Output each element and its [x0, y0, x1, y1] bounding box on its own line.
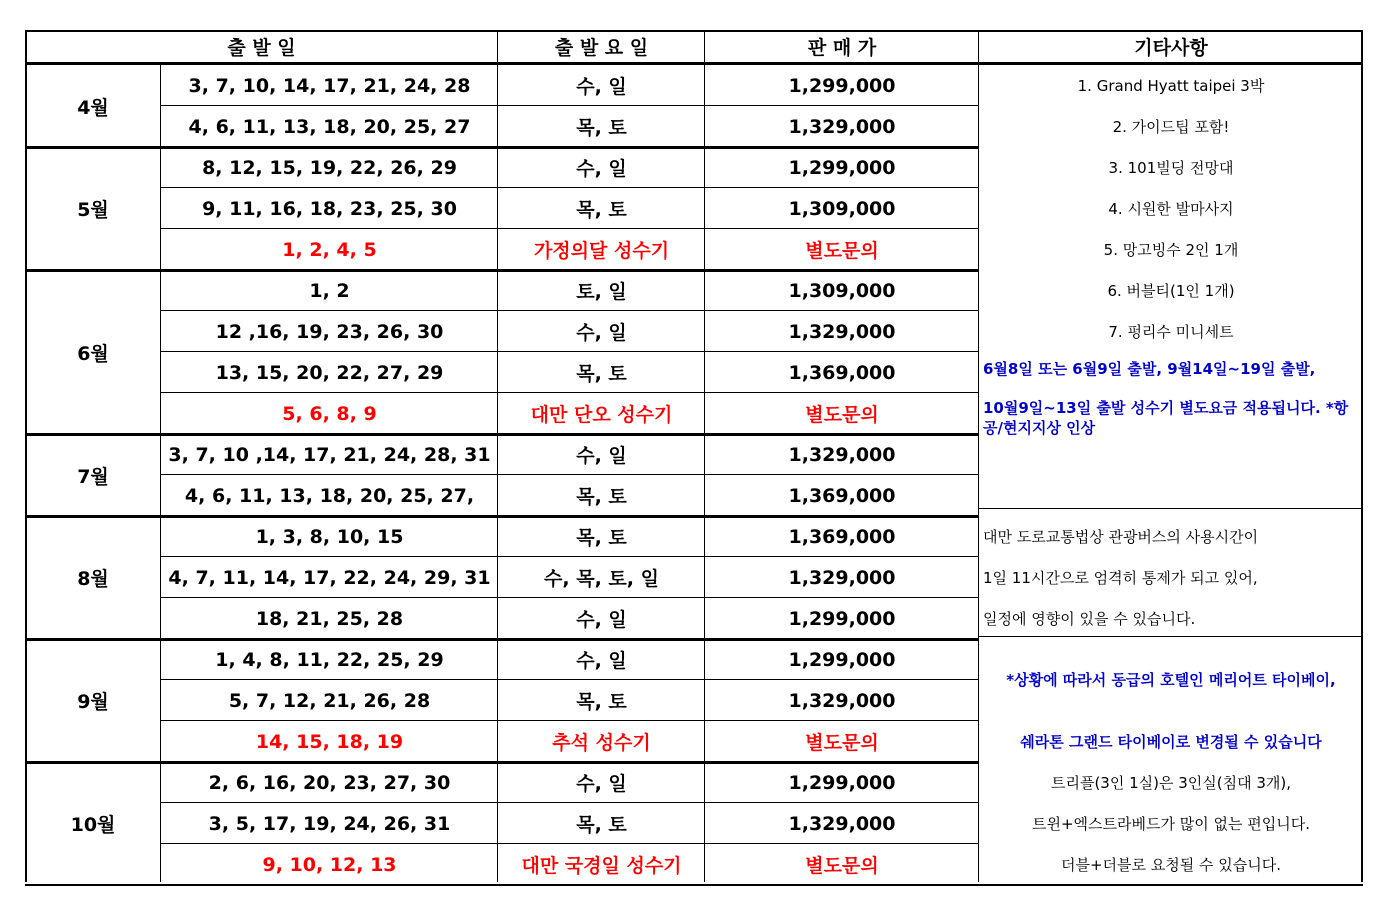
price-cell: 1,309,000: [788, 197, 896, 220]
price-cell: 1,299,000: [788, 74, 896, 97]
departure-dates: 13, 15, 20, 22, 27, 29: [215, 361, 444, 384]
header-departure-date: 출 발 일: [227, 36, 296, 59]
price-cell: 1,329,000: [788, 115, 896, 138]
departure-dates: 2, 6, 16, 20, 23, 27, 30: [208, 771, 451, 794]
departure-days: 목, 토: [576, 814, 627, 836]
included-item: 1. Grand Hyatt taipei 3박: [1077, 77, 1265, 95]
departure-dates: 4, 6, 11, 13, 18, 20, 25, 27,: [184, 484, 475, 507]
price-cell: 1,369,000: [788, 525, 896, 548]
departure-days: 대만 단오 성수기: [530, 404, 673, 426]
departure-days: 수, 일: [576, 773, 627, 795]
price-cell: 1,369,000: [788, 361, 896, 384]
price-cell: 1,329,000: [788, 320, 896, 343]
room-type-note: 더블+더블로 요청될 수 있습니다.: [1060, 856, 1281, 874]
departure-days: 가정의달 성수기: [533, 240, 670, 262]
departure-days: 수, 목, 토, 일: [544, 568, 659, 590]
month-label: 7월: [77, 465, 109, 488]
month-label: 6월: [77, 342, 109, 365]
included-item: 3. 101빌딩 전망대: [1108, 159, 1234, 177]
departure-dates: 8, 12, 15, 19, 22, 26, 29: [202, 156, 457, 179]
price-cell: 1,329,000: [788, 812, 896, 835]
price-cell: 1,329,000: [788, 566, 896, 589]
included-item: 2. 가이드팁 포함!: [1112, 118, 1230, 136]
header-departure-day: 출 발 요 일: [554, 36, 649, 59]
departure-days: 수, 일: [576, 445, 627, 467]
price-cell: 1,299,000: [788, 607, 896, 630]
departure-dates: 3, 7, 10, 14, 17, 21, 24, 28: [188, 74, 471, 97]
header-price: 판 매 가: [807, 36, 877, 59]
month-label: 5월: [77, 199, 109, 221]
departure-dates: 9, 10, 12, 13: [262, 853, 397, 876]
price-cell: 1,299,000: [788, 771, 896, 794]
departure-dates: 14, 15, 18, 19: [255, 730, 404, 753]
departure-days: 목, 토: [576, 527, 627, 549]
month-label: 10월: [70, 814, 116, 836]
included-item: 5. 망고빙수 2인 1개: [1103, 241, 1239, 259]
hotel-change-note: *상황에 따라서 동급의 호텔인 메리어트 타이베이,: [1006, 671, 1336, 689]
hotel-change-note: 쉐라톤 그랜드 타이베이로 변경될 수 있습니다: [1020, 733, 1322, 751]
departure-dates: 3, 5, 17, 19, 24, 26, 31: [208, 812, 451, 835]
surcharge-notice: 10월9일~13일 출발 성수기 별도요금 적용됩니다. *항: [983, 398, 1349, 417]
price-cell: 1,299,000: [788, 156, 896, 179]
month-label: 4월: [77, 96, 109, 119]
column-divider: [704, 30, 705, 882]
departure-days: 수, 일: [576, 650, 627, 672]
bus-regulation-note: 일정에 영향이 있을 수 있습니다.: [983, 610, 1196, 628]
month-label: 8월: [77, 568, 109, 590]
price-table: [25, 30, 1363, 882]
price-cell: 1,299,000: [788, 648, 896, 671]
departure-days: 목, 토: [576, 691, 627, 713]
price-cell: 1,329,000: [788, 689, 896, 712]
departure-dates: 9, 11, 16, 18, 23, 25, 30: [202, 197, 457, 220]
departure-dates: 3, 7, 10 ,14, 17, 21, 24, 28, 31: [168, 443, 491, 466]
column-divider: [497, 30, 498, 882]
price-cell: 1,329,000: [788, 443, 896, 466]
departure-dates: 1, 2, 4, 5: [282, 238, 377, 261]
departure-dates: 18, 21, 25, 28: [255, 607, 404, 630]
departure-days: 목, 토: [576, 117, 627, 139]
price-cell: 별도문의: [805, 404, 879, 426]
price-cell: 별도문의: [805, 732, 879, 754]
bus-regulation-note: 1일 11시간으로 엄격히 통제가 되고 있어,: [983, 569, 1258, 587]
departure-dates: 5, 6, 8, 9: [282, 402, 377, 425]
departure-days: 토, 일: [576, 281, 627, 303]
month-label: 9월: [77, 691, 109, 713]
price-cell: 별도문의: [805, 855, 879, 877]
surcharge-notice: 6월8일 또는 6월9일 출발, 9월14일~19일 출발,: [983, 359, 1316, 378]
departure-days: 대만 국경일 성수기: [521, 855, 682, 877]
included-item: 7. 펑리수 미니세트: [1108, 323, 1234, 341]
column-divider: [160, 30, 161, 882]
departure-dates: 12 ,16, 19, 23, 26, 30: [215, 320, 444, 343]
departure-days: 목, 토: [576, 363, 627, 385]
departure-dates: 4, 6, 11, 13, 18, 20, 25, 27: [188, 115, 471, 138]
departure-days: 수, 일: [576, 322, 627, 344]
price-cell: 1,309,000: [788, 279, 896, 302]
room-type-note: 트리플(3인 1실)은 3인실(침대 3개),: [1050, 774, 1292, 792]
departure-dates: 4, 7, 11, 14, 17, 22, 24, 29, 31: [168, 566, 491, 589]
departure-days: 추석 성수기: [552, 732, 651, 754]
included-item: 6. 버블티(1인 1개): [1107, 282, 1235, 300]
price-cell: 1,369,000: [788, 484, 896, 507]
departure-dates: 1, 3, 8, 10, 15: [255, 525, 404, 548]
departure-days: 수, 일: [576, 158, 627, 180]
header-notes: 기타사항: [1134, 36, 1208, 59]
departure-days: 수, 일: [576, 609, 627, 631]
included-item: 4. 시원한 발마사지: [1108, 200, 1234, 218]
departure-days: 목, 토: [576, 199, 627, 221]
departure-days: 목, 토: [576, 486, 627, 508]
room-type-note: 트윈+엑스트라베드가 많이 없는 편입니다.: [1032, 815, 1310, 833]
departure-dates: 1, 2: [309, 279, 350, 302]
departure-dates: 1, 4, 8, 11, 22, 25, 29: [215, 648, 444, 671]
bus-regulation-note: 대만 도로교통법상 관광버스의 사용시간이: [983, 528, 1259, 546]
notes-divider: [979, 508, 1363, 509]
surcharge-notice: 공/현지지상 인상: [983, 418, 1096, 437]
departure-dates: 5, 7, 12, 21, 26, 28: [228, 689, 431, 712]
price-cell: 별도문의: [805, 240, 879, 262]
departure-days: 수, 일: [576, 76, 627, 98]
